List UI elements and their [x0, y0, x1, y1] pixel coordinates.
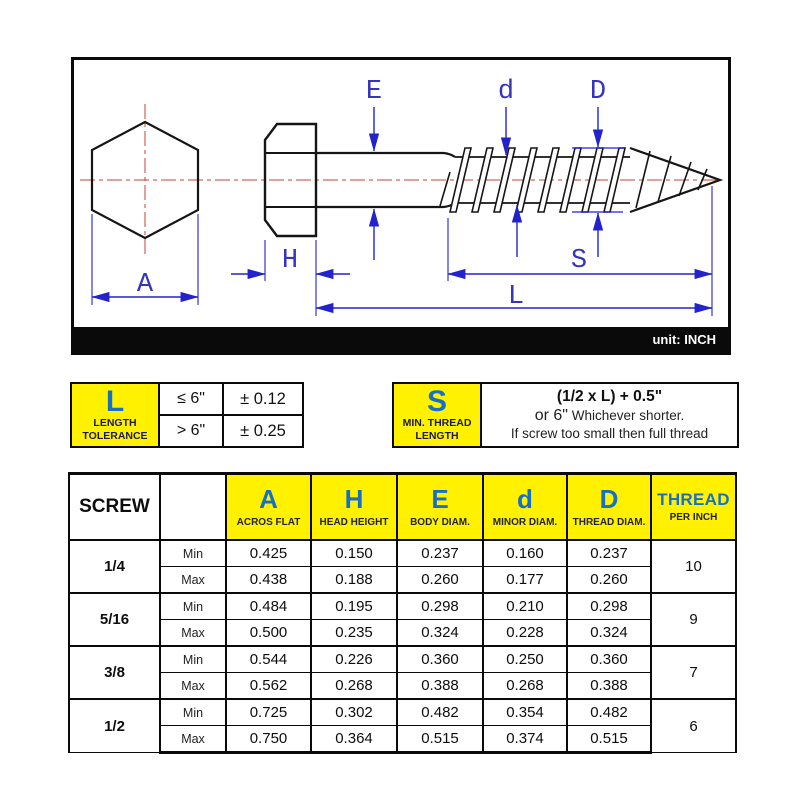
min-thread-length-caption-1: MIN. THREAD: [402, 417, 472, 429]
length-tolerance-caption-1: LENGTH: [93, 416, 137, 429]
label-body-diameter: E: [365, 77, 383, 107]
unit-bar: [74, 327, 728, 352]
spec-value: 0.195: [311, 593, 397, 620]
label-thread-length: S: [570, 246, 588, 276]
min-label: Min: [160, 540, 226, 567]
spec-value: 0.425: [226, 540, 311, 567]
min-label: Min: [160, 646, 226, 673]
column-header-D: D THREAD DIAM.: [567, 474, 651, 541]
tolerance-condition: ≤ 6": [159, 383, 223, 415]
spec-value: 0.544: [226, 646, 311, 673]
unit-note: unit: INCH: [652, 332, 716, 347]
label-across-flats: A: [136, 270, 154, 300]
spec-value: 0.235: [311, 620, 397, 647]
spec-value: 0.482: [567, 699, 651, 726]
length-tolerance-table: [70, 382, 304, 448]
technical-drawing-panel: [71, 57, 731, 355]
spec-value: 0.298: [397, 593, 483, 620]
label-minor-diameter: d: [497, 77, 515, 107]
spec-value: 0.268: [311, 673, 397, 700]
min-label: Min: [160, 699, 226, 726]
spec-value: 0.188: [311, 567, 397, 594]
min-thread-length-rule-cell: [481, 383, 738, 447]
column-header-H: H HEAD HEIGHT: [311, 474, 397, 541]
tolerance-value: ± 0.25: [223, 415, 303, 447]
spec-row-threeeighths-min: [69, 646, 736, 673]
spec-value: 0.438: [226, 567, 311, 594]
screw-size-label: 1/2: [69, 699, 160, 753]
spec-row-fivesixteenth-max: [69, 620, 736, 647]
max-label: Max: [160, 673, 226, 700]
screw-size-label: 1/4: [69, 540, 160, 593]
spec-value: 0.228: [483, 620, 567, 647]
threads-per-inch-value: 6: [651, 699, 736, 753]
spec-value: 0.364: [311, 726, 397, 753]
spec-value: 0.324: [567, 620, 651, 647]
min-thread-length-key-cell: [393, 383, 481, 447]
length-tolerance-letter: L: [105, 384, 125, 418]
thread-length-note-2: If screw too small then full thread: [510, 426, 709, 442]
spec-header-row: [69, 474, 736, 541]
spec-value: 0.725: [226, 699, 311, 726]
length-tolerance-key-cell: [71, 383, 159, 447]
spec-row-half-min: [69, 699, 736, 726]
spec-row-quarter-min: [69, 540, 736, 567]
spec-row-threeeighths-max: [69, 673, 736, 700]
thread-runout: [440, 172, 450, 206]
spec-value: 0.150: [311, 540, 397, 567]
spec-row-quarter-max: [69, 567, 736, 594]
spec-value: 0.354: [483, 699, 567, 726]
spec-value: 0.260: [567, 567, 651, 594]
threads-per-inch-value: 7: [651, 646, 736, 699]
spec-value: 0.484: [226, 593, 311, 620]
spec-value: 0.237: [567, 540, 651, 567]
min-label: Min: [160, 593, 226, 620]
spec-value: 0.324: [397, 620, 483, 647]
spec-value: 0.260: [397, 567, 483, 594]
column-header-d: d MINOR DIAM.: [483, 474, 567, 541]
spec-row-fivesixteenth-min: [69, 593, 736, 620]
spec-value: 0.250: [483, 646, 567, 673]
thread-length-formula: (1/2 x L) + 0.5": [556, 388, 663, 405]
spec-value: 0.268: [483, 673, 567, 700]
max-label: Max: [160, 726, 226, 753]
screw-column-header: SCREW: [69, 474, 160, 541]
spec-value: 0.360: [567, 646, 651, 673]
column-header-E: E BODY DIAM.: [397, 474, 483, 541]
spec-value: 0.388: [567, 673, 651, 700]
spec-value: 0.500: [226, 620, 311, 647]
spec-value: 0.177: [483, 567, 567, 594]
spec-value: 0.226: [311, 646, 397, 673]
max-label: Max: [160, 567, 226, 594]
spec-row-half-max: [69, 726, 736, 753]
tolerance-condition: > 6": [159, 415, 223, 447]
spec-value: 0.237: [397, 540, 483, 567]
max-label: Max: [160, 620, 226, 647]
minmax-column-header: [160, 474, 226, 541]
thread-length-note-1: or 6" Whichever shorter.: [534, 407, 685, 425]
length-tolerance-caption-2: TOLERANCE: [82, 430, 148, 442]
spec-value: 0.750: [226, 726, 311, 753]
label-head-height: H: [281, 246, 299, 276]
spec-value: 0.388: [397, 673, 483, 700]
column-header-A: A ACROS FLAT: [226, 474, 311, 541]
spec-value: 0.360: [397, 646, 483, 673]
spec-value: 0.515: [567, 726, 651, 753]
spec-value: 0.482: [397, 699, 483, 726]
threads-per-inch-value: 9: [651, 593, 736, 646]
tolerance-value: ± 0.12: [223, 383, 303, 415]
spec-value: 0.562: [226, 673, 311, 700]
spec-value: 0.302: [311, 699, 397, 726]
screw-dimension-diagram: [74, 60, 728, 327]
spec-value: 0.210: [483, 593, 567, 620]
spec-value: 0.298: [567, 593, 651, 620]
label-overall-length: L: [507, 282, 525, 312]
threads-per-inch-value: 10: [651, 540, 736, 593]
screw-size-label: 3/8: [69, 646, 160, 699]
min-thread-length-caption-2: LENGTH: [415, 430, 459, 443]
spec-value: 0.374: [483, 726, 567, 753]
centerlines: [80, 104, 722, 258]
min-thread-length-table: [392, 382, 739, 448]
column-header-thread: THREAD PER INCH: [651, 474, 736, 541]
screw-size-label: 5/16: [69, 593, 160, 646]
screw-spec-table: [68, 472, 737, 754]
label-thread-diameter: D: [589, 77, 607, 107]
min-thread-length-letter: S: [426, 385, 447, 418]
spec-value: 0.515: [397, 726, 483, 753]
spec-value: 0.160: [483, 540, 567, 567]
